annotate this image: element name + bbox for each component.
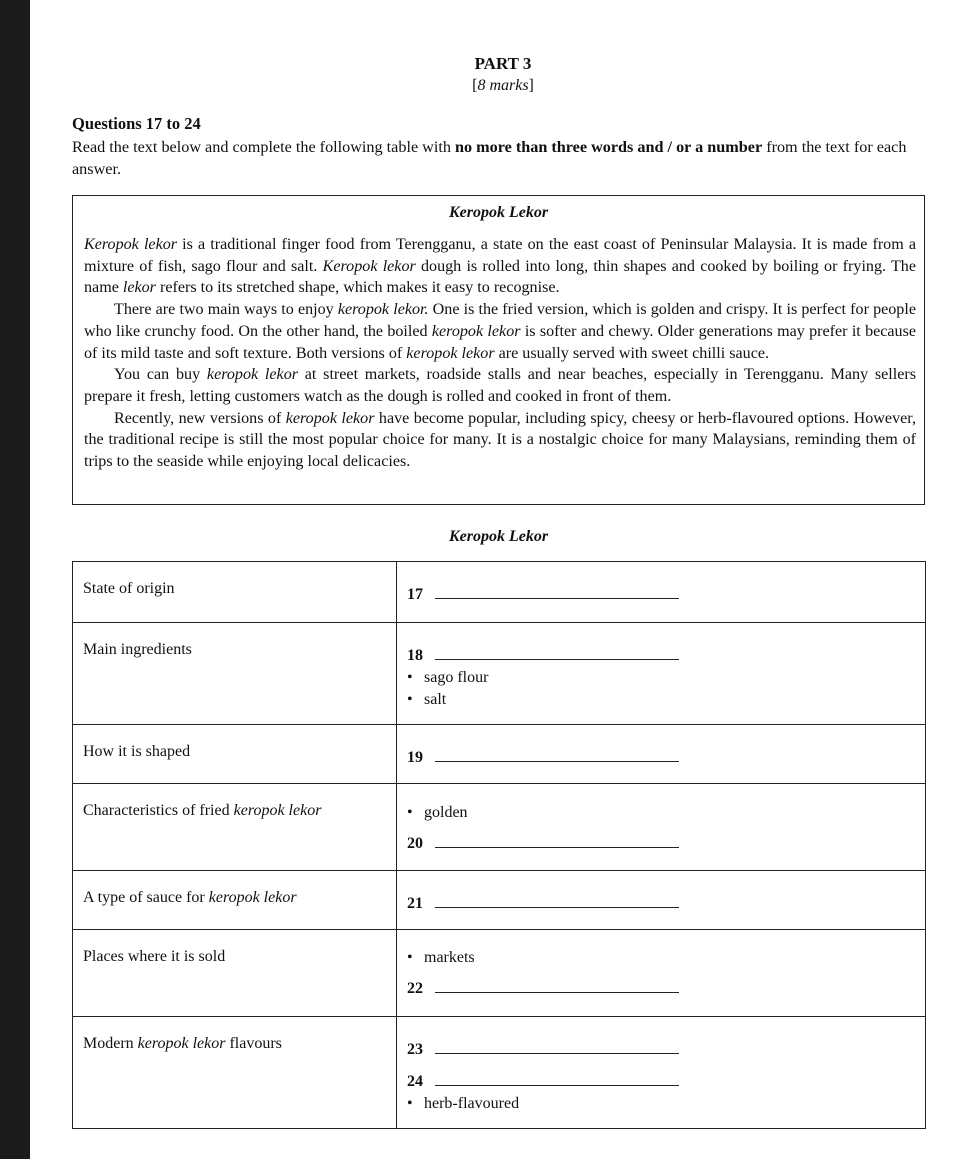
italic-term: keropok lekor: [431, 322, 521, 340]
table-row: [73, 623, 926, 725]
table-row: [73, 930, 926, 1017]
question-number: 20: [407, 835, 423, 852]
questions-heading: Questions 17 to 24: [72, 114, 201, 133]
table-row: [73, 871, 926, 930]
list-item: [407, 947, 925, 969]
passage-run: There are two main ways to enjoy: [114, 301, 338, 319]
passage-run: is a traditional finger food from Terengganu, a state on the east coast of Peninsular Malaysia. It is made from a mixture of fish, sago flour and salt.: [84, 236, 917, 275]
row-label: Main ingredients: [73, 623, 397, 725]
answer-blank-18[interactable]: [407, 645, 925, 667]
passage-run: Recently, new versions of: [114, 409, 286, 427]
bullet-text: herb-flavoured: [424, 1095, 520, 1112]
italic-term: Keropok lekor: [84, 236, 178, 253]
label-run: Modern: [83, 1035, 138, 1052]
answer-line: [435, 833, 679, 848]
answer-line: [435, 645, 679, 660]
row-label: How it is shaped: [73, 725, 397, 784]
list-item: [407, 689, 925, 711]
row-label: [73, 1017, 397, 1129]
label-italic: keropok lekor: [233, 802, 322, 819]
row-label: Places where it is sold: [73, 930, 397, 1017]
exam-page: [30, 0, 976, 1159]
label-italic: keropok lekor: [208, 889, 297, 906]
instruction-text-2: from the text for each answer.: [72, 138, 907, 178]
table-row: [73, 1017, 926, 1129]
answer-line: [435, 1071, 679, 1086]
italic-term: Keropok lekor: [322, 257, 416, 275]
passage-run: are usually served with sweet chilli sauce.: [494, 344, 770, 362]
list-item: [407, 667, 925, 689]
label-run: A type of sauce for: [83, 889, 209, 906]
marks-text: 8 marks: [477, 77, 529, 94]
passage-run: is softer and chewy. Older generations may prefer it because of its mild taste and soft texture. Both versions of: [84, 322, 917, 362]
italic-term: keropok lekor: [406, 344, 495, 362]
italic-term: lekor: [122, 279, 156, 297]
table-row: [73, 562, 926, 623]
italic-term: keropok lekor: [206, 366, 299, 384]
question-number: 21: [407, 895, 423, 912]
row-label: State of origin: [73, 562, 397, 623]
bullet-icon: •: [407, 1095, 413, 1112]
answer-cell: [397, 930, 926, 1017]
answer-cell: [397, 784, 926, 871]
question-number: 22: [407, 980, 423, 997]
label-run: flavours: [225, 1035, 282, 1052]
passage-run: One is the fried version, which is golden and crispy. It is perfect for people who like crunchy food. On the other hand, the boiled: [84, 301, 916, 340]
answer-blank-23[interactable]: [407, 1039, 925, 1061]
part-title: PART 3: [474, 54, 532, 73]
instructions: [72, 136, 932, 180]
answer-line: [435, 1039, 679, 1054]
answer-blank-21[interactable]: [407, 893, 925, 915]
passage-run: at street markets, roadside stalls and near beaches, especially in Terengganu. Many sellers prepare it fresh, letting customers watch as the dough is rolled and cooked in front of them.: [84, 366, 917, 405]
italic-term: keropok lekor.: [337, 301, 429, 319]
table-row: [73, 784, 926, 871]
instruction-bold: no more than three words and / or a number: [455, 138, 763, 156]
question-number: 23: [407, 1041, 423, 1058]
left-page-edge: [0, 0, 30, 1159]
label-run: Characteristics of fried: [83, 802, 234, 819]
answer-blank-24[interactable]: [407, 1071, 925, 1093]
passage-paragraph-4: [84, 408, 916, 473]
answer-cell: [397, 623, 926, 725]
answer-cell: [397, 1017, 926, 1129]
bullet-icon: •: [407, 804, 413, 821]
answer-line: [435, 747, 679, 762]
list-item: [407, 802, 925, 824]
bullet-text: sago flour: [424, 669, 489, 686]
passage-run: You can buy: [114, 366, 207, 384]
bullet-icon: •: [407, 691, 413, 708]
table-title: Keropok Lekor: [448, 528, 549, 545]
answer-table: [72, 561, 926, 1129]
marks-label: [8 marks]: [472, 77, 534, 94]
passage-paragraph-1: [84, 234, 916, 299]
instruction-text-1: Read the text below and complete the following table with: [72, 138, 455, 156]
question-number: 18: [407, 647, 423, 664]
passage-run: refers to its stretched shape, which makes it easy to recognise.: [155, 279, 560, 297]
row-label: [73, 871, 397, 930]
row-label: [73, 784, 397, 871]
bullet-text: markets: [424, 949, 475, 966]
passage-text: [84, 234, 916, 473]
italic-term: keropok lekor: [285, 409, 375, 427]
passage-run: dough is rolled into long, thin shapes and cooked by boiling or frying. The name: [84, 257, 916, 297]
label-italic: keropok lekor: [137, 1035, 226, 1052]
answer-line: [435, 978, 679, 993]
passage-run: have become popular, including spicy, cheesy or herb-flavoured options. However, the traditional recipe is still the most popular choice for many. It is a nostalgic choice for many Malaysians, reminding them of trips to the seaside while enjoying local delicacies.: [84, 409, 916, 471]
passage-title: Keropok Lekor: [448, 204, 549, 221]
passage-box: [72, 195, 925, 505]
answer-blank-22[interactable]: [407, 978, 925, 1000]
answer-cell: [397, 871, 926, 930]
answer-cell: [397, 725, 926, 784]
question-number: 24: [407, 1073, 423, 1090]
answer-line: [435, 584, 679, 599]
question-number: 19: [407, 749, 423, 766]
passage-paragraph-3: [84, 364, 916, 407]
answer-line: [435, 893, 679, 908]
list-item: [407, 1093, 925, 1115]
answer-cell: [397, 562, 926, 623]
answer-blank-19[interactable]: [407, 747, 925, 769]
passage-paragraph-2: [84, 299, 916, 364]
bullet-text: salt: [424, 691, 447, 708]
bullet-icon: •: [407, 949, 413, 966]
bullet-text: golden: [424, 804, 468, 821]
answer-blank-17[interactable]: [407, 584, 925, 606]
question-number: 17: [407, 586, 423, 603]
bullet-icon: •: [407, 669, 413, 686]
answer-blank-20[interactable]: [407, 833, 925, 855]
table-row: [73, 725, 926, 784]
